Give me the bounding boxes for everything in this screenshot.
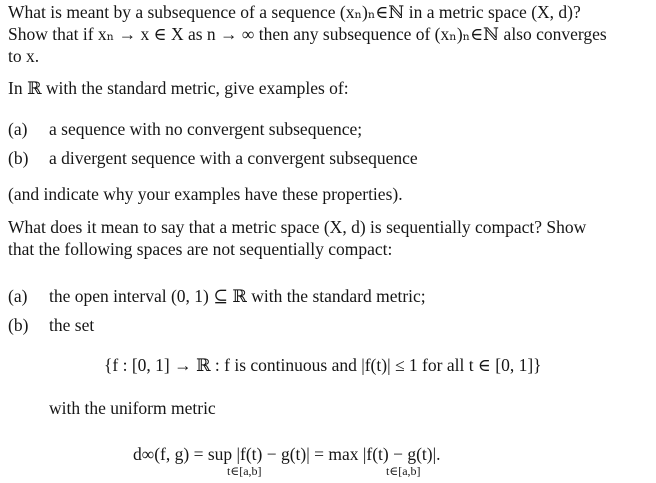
q1-line-2: Show that if xₙ → x ∈ X as n → ∞ then any subsequence of (xₙ)ₙ∈ℕ also converges xyxy=(8,24,607,44)
set-definition: {f : [0, 1] → ℝ : f is continuous and |f(t)| ≤ 1 for all t ∈ [0, 1]} xyxy=(104,355,542,375)
q3-item-a xyxy=(0,286,656,306)
max-subscript: t∈[a,b] xyxy=(386,464,421,478)
uniform-metric-intro: with the uniform metric xyxy=(49,398,216,418)
q3-item-b-label: (b) xyxy=(8,315,29,335)
q3-item-a-text: the open interval (0, 1) ⊆ ℝ with the standard metric; xyxy=(49,286,426,306)
q2-intro: In ℝ with the standard metric, give examples of: xyxy=(8,78,349,98)
q2-item-a-text: a sequence with no convergent subsequence; xyxy=(49,119,363,139)
q2-item-b xyxy=(0,148,656,168)
q2-note: (and indicate why your examples have these properties). xyxy=(8,184,403,204)
q2-item-b-text: a divergent sequence with a convergent subsequence xyxy=(49,148,418,168)
q2-item-a-label: (a) xyxy=(8,119,28,139)
q3-line-2: that the following spaces are not sequentially compact: xyxy=(8,239,393,259)
q2-item-a xyxy=(0,119,656,139)
q1-line-1: What is meant by a subsequence of a sequence (xₙ)ₙ∈ℕ in a metric space (X, d)? xyxy=(8,2,581,22)
q3-item-b xyxy=(0,315,656,335)
q3-item-b-text: the set xyxy=(49,315,95,335)
sup-subscript: t∈[a,b] xyxy=(227,464,262,478)
q2-item-b-label: (b) xyxy=(8,148,29,168)
metric-formula: d∞(f, g) = sup |f(t) − g(t)| = max |f(t) − g(t)|. xyxy=(133,444,441,464)
q1-line-3: to x. xyxy=(8,46,40,66)
q3-line-1: What does it mean to say that a metric space (X, d) is sequentially compact? Show xyxy=(8,217,587,237)
q3-item-a-label: (a) xyxy=(8,286,28,306)
